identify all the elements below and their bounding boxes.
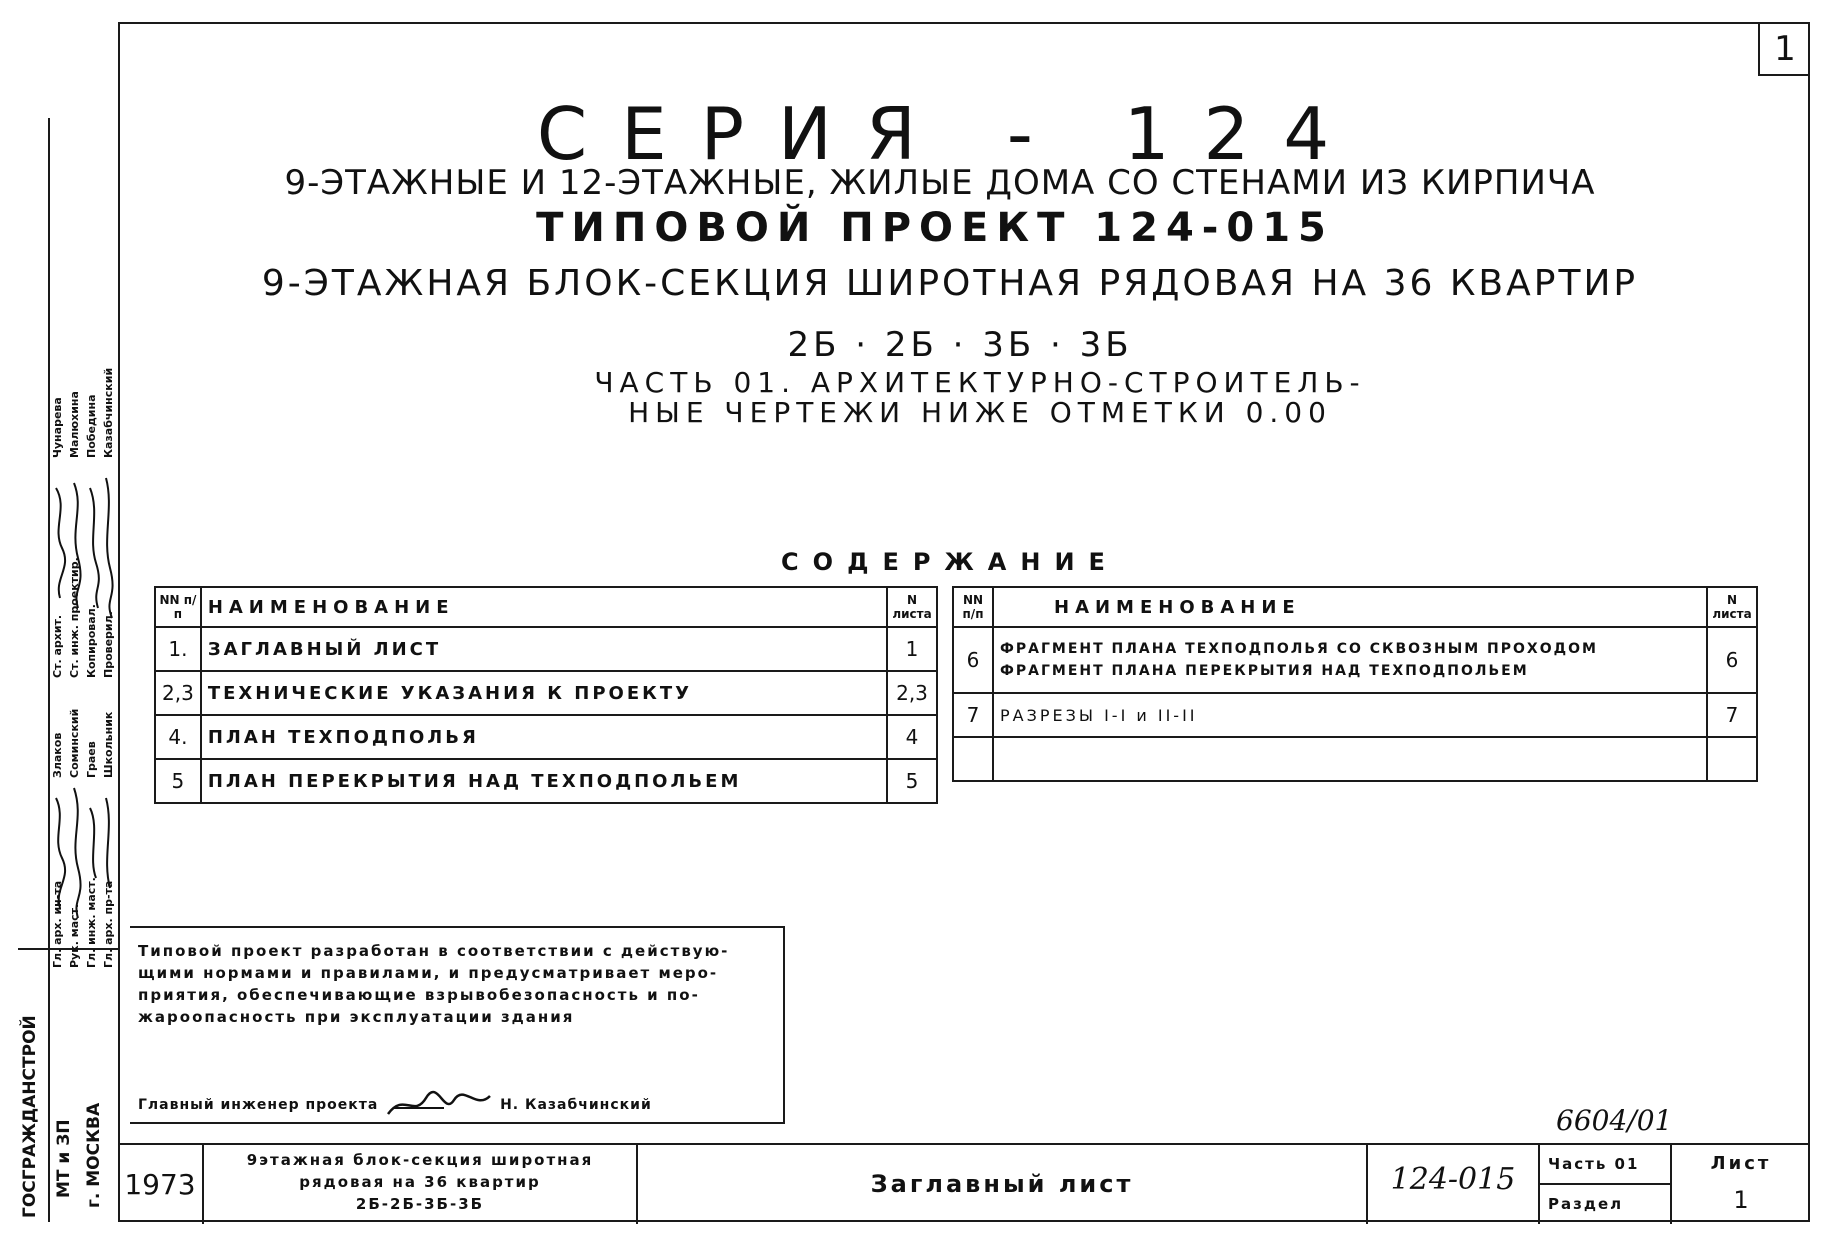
part-title-line2: НЫЕ ЧЕРТЕЖИ НИЖЕ ОТМЕТКИ 0.00 xyxy=(628,396,1332,429)
approval-sidebar xyxy=(18,118,118,1222)
stamp-part: Часть 01 xyxy=(1540,1145,1670,1185)
role-label: Гл. арх. пр-та xyxy=(102,880,115,968)
row-name: ПЛАН ТЕХПОДПОЛЬЯ xyxy=(201,715,887,759)
signatures-icon xyxy=(48,468,118,948)
person-name: Казабчинский xyxy=(102,367,115,458)
note-box xyxy=(130,926,785,1124)
stamp-desc-line2: рядовая на 36 квартир xyxy=(299,1173,541,1191)
stamp-list-label: Лист xyxy=(1710,1153,1772,1174)
apartment-types: 2Б · 2Б · 3Б · 3Б xyxy=(787,325,1133,365)
table-row xyxy=(953,693,1757,737)
stamp-desc-line3: 2Б-2Б-3Б-3Б xyxy=(355,1195,485,1213)
part-title-line1: ЧАСТЬ 01. АРХИТЕКТУРНО-СТРОИТЕЛЬ- xyxy=(594,366,1366,399)
table-header xyxy=(953,587,1757,627)
col-nn: NN п/п xyxy=(155,587,201,627)
page-number-box: 1 xyxy=(1758,22,1810,76)
row-sheet: 7 xyxy=(1707,693,1757,737)
row-name: ПЛАН ПЕРЕКРЫТИЯ НАД ТЕХПОДПОЛЬЕМ xyxy=(201,759,887,803)
stamp-list-cell xyxy=(1672,1145,1810,1224)
note-line: приятия, обеспечивающие взрывобезопасность и по- xyxy=(138,986,700,1004)
contents-table-right xyxy=(952,586,1758,782)
person-name: Граев xyxy=(85,741,98,778)
person-name: Чунарева xyxy=(51,397,64,458)
title-block xyxy=(118,1143,1810,1224)
row-name: ТЕХНИЧЕСКИЕ УКАЗАНИЯ К ПРОЕКТУ xyxy=(201,671,887,715)
row-nn: 4. xyxy=(155,715,201,759)
row-name: ЗАГЛАВНЫЙ ЛИСТ xyxy=(201,627,887,671)
row-nn: 7 xyxy=(953,693,993,737)
person-name: Школьник xyxy=(102,711,115,778)
row-sheet: 4 xyxy=(887,715,937,759)
org-name-line2: МТ и ЗП xyxy=(54,1119,74,1198)
stamp-code: 124-015 xyxy=(1368,1145,1540,1224)
stamp-razdel: Раздел xyxy=(1548,1195,1624,1213)
note-line: Типовой проект разработан в соответствии с действую- xyxy=(138,942,730,960)
row-sheet: 2,3 xyxy=(887,671,937,715)
stamp-part-cell xyxy=(1540,1145,1672,1224)
table-row xyxy=(155,627,937,671)
table-row xyxy=(953,627,1757,693)
row-name xyxy=(993,737,1707,781)
row-nn: 1. xyxy=(155,627,201,671)
col-sheet: N листа xyxy=(1707,587,1757,627)
row-name xyxy=(993,627,1707,693)
stamp-year: 1973 xyxy=(118,1145,204,1224)
role-label: Ст. инж. проектир. xyxy=(68,557,81,678)
section-title: 9-ЭТАЖНАЯ БЛОК-СЕКЦИЯ ШИРОТНАЯ РЯДОВАЯ НА 36 КВАРТИР xyxy=(261,263,1639,304)
stamp-desc-line1: 9этажная блок-секция широтная xyxy=(246,1151,594,1169)
table-header xyxy=(155,587,937,627)
role-label: Копировал. xyxy=(85,604,98,678)
col-nn: NN п/п xyxy=(953,587,993,627)
col-sheet: N листа xyxy=(887,587,937,627)
contents-heading: СОДЕРЖАНИЕ xyxy=(781,548,1119,576)
row-sheet xyxy=(1707,737,1757,781)
row-nn xyxy=(953,737,993,781)
table-row xyxy=(953,737,1757,781)
series-subtitle: 9-ЭТАЖНЫЕ И 12-ЭТАЖНЫЕ, ЖИЛЫЕ ДОМА СО СТЕНАМИ ИЗ КИРПИЧА xyxy=(284,163,1596,203)
sign-label: Главный инженер проекта xyxy=(138,1097,379,1113)
person-name: Победина xyxy=(85,394,98,458)
sign-name: Н. Казабчинский xyxy=(500,1097,652,1113)
row-name: РАЗРЕЗЫ I-I и II-II xyxy=(993,693,1707,737)
contents-table-left xyxy=(154,586,938,804)
org-name-line1: ГОСГРАЖДАНСТРОЙ xyxy=(20,1015,40,1218)
row-nn: 2,3 xyxy=(155,671,201,715)
project-title: ТИПОВОЙ ПРОЕКТ 124-015 xyxy=(536,205,1334,251)
row-nn: 6 xyxy=(953,627,993,693)
archive-code: 6604/01 xyxy=(1556,1104,1673,1137)
role-label: Проверил. xyxy=(102,611,115,678)
note-line: жароопасность при эксплуатации здания xyxy=(138,1008,575,1026)
table-row xyxy=(155,759,937,803)
stamp-list-num: 1 xyxy=(1733,1186,1749,1214)
role-label: Гл. инж. маст. xyxy=(85,877,98,968)
person-name: Соминский xyxy=(68,708,81,778)
person-name: Злаков xyxy=(51,732,64,778)
person-name: Малюхина xyxy=(68,391,81,458)
row-nn: 5 xyxy=(155,759,201,803)
org-name-line3: г. МОСКВА xyxy=(84,1102,104,1208)
stamp-description xyxy=(204,1145,638,1224)
col-name: НАИМЕНОВАНИЕ xyxy=(993,587,1707,627)
role-label: Рук. маст. xyxy=(68,903,81,968)
row-sheet: 5 xyxy=(887,759,937,803)
row-name-line2: ФРАГМЕНТ ПЛАНА ПЕРЕКРЫТИЯ НАД ТЕХПОДПОЛЬЕМ xyxy=(1000,663,1529,679)
chief-engineer-signature xyxy=(138,1088,652,1122)
table-row xyxy=(155,715,937,759)
role-label: Ст. архит. xyxy=(51,614,64,678)
signature-icon xyxy=(384,1088,494,1122)
row-sheet: 1 xyxy=(887,627,937,671)
row-sheet: 6 xyxy=(1707,627,1757,693)
series-title: СЕРИЯ - 124 xyxy=(536,92,1364,176)
role-label: Гл. арх. ин-та xyxy=(51,880,64,968)
note-line: щими нормами и правилами, и предусматривает меро- xyxy=(138,964,719,982)
stamp-sheet-title: Заглавный лист xyxy=(638,1145,1368,1224)
row-name-line1: ФРАГМЕНТ ПЛАНА ТЕХПОДПОЛЬЯ СО СКВОЗНЫМ ПРОХОДОМ xyxy=(1000,641,1598,657)
col-name: НАИМЕНОВАНИЕ xyxy=(201,587,887,627)
table-row xyxy=(155,671,937,715)
